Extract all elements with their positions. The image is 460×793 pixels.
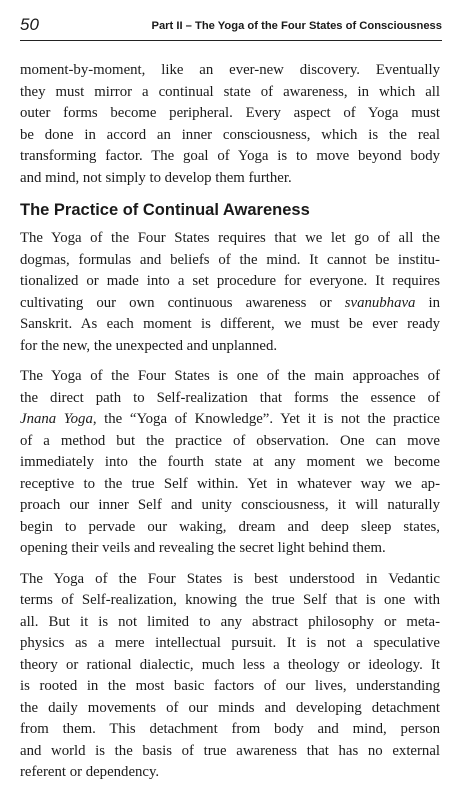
paragraph-4-line-1: The Yoga of the Four States is best understood in Vedantic [20,570,440,587]
paragraph-3-line-3 [20,409,440,431]
paragraph-1-line-2: they must mirror a continual state of awareness, in which all [20,83,440,100]
paragraph-3-line-6: receptive to the true Self within. Yet in whatever way we ap- [20,475,440,492]
paragraph-4-line-5: theory or rational dialectic, much less a theology or ideology. It [20,656,440,673]
paragraph-3-line-9: opening their veils and revealing the secret light behind them. [20,540,386,556]
paragraph-4-line-7: the daily movements of our minds and developing detachment [20,699,440,716]
running-title: Part II – The Yoga of the Four States of Consciousness [151,20,442,32]
paragraph-2-line-4 [20,293,440,315]
sanskrit-term-svanubhava: svanubhava [344,294,416,311]
line-4-text-after: in [415,294,440,311]
paragraph-1-line-1: moment-by-moment, like an ever-new discovery. Eventually [20,62,440,78]
paragraph-2-line-6: for the new, the unexpected and unplanned. [20,337,278,354]
paragraph-3-line-8: begin to pervade our waking, dream and deep sleep states, [20,518,440,535]
paragraph-4-line-9: and world is the basis of true awareness that has no external [20,742,440,759]
paragraph-3-line-2: the direct path to Self-realization that forms the essence of [20,389,440,406]
paragraph-2-line-5: Sanskrit. As each moment is different, we must be ever ready [20,316,440,332]
body-text [20,60,440,793]
paragraph-1 [20,60,440,189]
page-number: 50 [20,15,39,34]
line-4-text-before: cultivating our own continuous awareness or [20,294,345,311]
term-jnana-yoga: Jnana Yoga [20,411,93,427]
paragraph-2 [20,228,440,357]
paragraph-3-line-1: The Yoga of the Four States is one of the main approaches of [20,368,440,384]
paragraph-4-line-2: terms of Self-realization, knowing the true Self that is one with [20,592,440,608]
paragraph-2-line-1: The Yoga of the Four States requires that we let go of all the [20,230,440,246]
paragraph-4-line-3: all. But it is not limited to any abstract philosophy or meta- [20,613,440,630]
paragraph-3-line-7: proach our inner Self and unity consciousness, it will naturally [20,497,440,513]
paragraph-3-line-5: immediately into the fourth state at any moment we become [20,454,440,470]
paragraph-4 [20,569,440,784]
paragraph-2-line-3: tionalized or made into a set procedure for everyone. It requires [20,273,440,289]
paragraph-4-line-4: physics as a mere intellectual pursuit. It is not a speculative [20,635,440,651]
running-header [20,14,442,41]
paragraph-2-line-2: dogmas, formulas and beliefs of the mind. It cannot be institu- [20,251,440,268]
paragraph-1-line-6: and mind, not simply to develop them further. [20,169,292,186]
section-heading: The Practice of Continual Awareness [20,201,310,219]
paragraph-4-line-6: is rooted in the most basic factors of our lives, understanding [20,678,440,694]
paragraph-3 [20,366,440,560]
paragraph-1-line-5: transforming factor. The goal of Yoga is to move beyond body [20,148,440,164]
line-3-text-after: , the “Yoga of Knowledge”. Yet it is not the practice [92,411,440,427]
paragraph-1-line-4: be done in accord an inner consciousness, which is the real [20,126,440,143]
paragraph-4-line-10: referent or dependency. [20,764,160,780]
paragraph-1-line-3: outer forms become peripheral. Every aspect of Yoga must [20,105,440,121]
paragraph-3-line-4: of a method but the practice of observation. One can move [20,432,440,449]
paragraph-4-line-8: from them. This detachment from body and mind, person [20,721,440,737]
